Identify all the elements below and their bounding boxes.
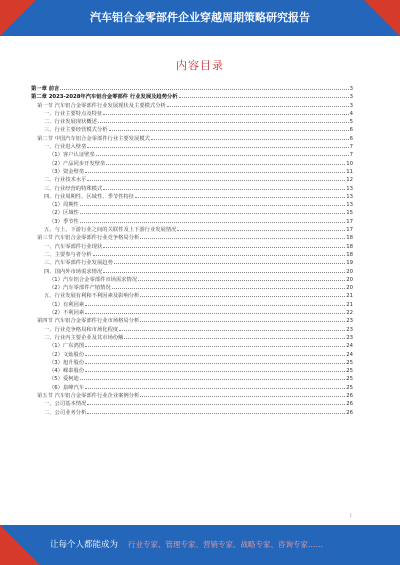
- toc-entry-page: 21: [346, 293, 353, 300]
- toc-dot-leader: [85, 308, 345, 314]
- toc-entry-page: 24: [346, 351, 353, 358]
- header-red-corner-left: [0, 0, 36, 36]
- toc-dot-leader: [80, 217, 345, 223]
- toc-entry-title: 二、公司业务分析: [44, 409, 87, 416]
- toc-entry[interactable]: [31, 142, 353, 150]
- toc-entry[interactable]: [31, 399, 353, 407]
- toc-entry[interactable]: [31, 341, 353, 349]
- toc-entry-title: 一、行业主要特点及特征: [44, 110, 103, 117]
- toc-entry[interactable]: [31, 408, 353, 416]
- toc-entry-title: 二、行业内主要企业及其市场份额: [44, 334, 124, 341]
- toc-entry-title: 一、行业进入壁垒: [44, 144, 87, 151]
- toc-entry[interactable]: [31, 233, 353, 241]
- toc-entry-title: 二、行业技术水平: [44, 177, 87, 184]
- page-number: 1: [349, 513, 352, 518]
- toc-entry[interactable]: [31, 150, 353, 158]
- toc-entry-page: 4: [349, 110, 353, 117]
- toc-entry[interactable]: [31, 366, 353, 374]
- toc-entry-title: （1）周期性: [49, 202, 79, 209]
- toc-entry-page: 13: [346, 193, 353, 200]
- toc-entry-page: 17: [346, 227, 353, 234]
- toc-entry-title: 五、与上、下游行业之间的关联性及上下游行业发展情况: [44, 227, 177, 234]
- toc-entry-title: 二、行业发展现状概述: [44, 119, 97, 126]
- toc-entry-page: 17: [346, 218, 353, 225]
- toc-entry-page: 20: [346, 276, 353, 283]
- toc-entry[interactable]: [31, 101, 353, 109]
- toc-entry[interactable]: [31, 125, 353, 133]
- toc-dot-leader: [80, 374, 345, 380]
- toc-entry-page: 22: [346, 310, 353, 317]
- toc-entry-page: 25: [346, 384, 353, 391]
- toc-entry-title: （3）资金壁垒: [49, 168, 85, 175]
- toc-entry[interactable]: [31, 291, 353, 299]
- toc-entry-page: 15: [346, 210, 353, 217]
- toc-entry-title: 第二节 中国汽车铝合金零部件行业主要发展模式: [37, 135, 150, 142]
- toc-entry[interactable]: [31, 308, 353, 316]
- toc-entry[interactable]: [31, 134, 353, 142]
- toc-entry[interactable]: [31, 84, 353, 92]
- report-title: 汽车铝合金零部件企业穿越周期策略研究报告: [90, 11, 310, 24]
- toc-dot-leader: [87, 408, 345, 414]
- toc-entry[interactable]: [31, 391, 353, 399]
- toc-entry[interactable]: [31, 109, 353, 117]
- toc-entry[interactable]: [31, 316, 353, 324]
- toc-dot-leader: [85, 167, 345, 173]
- toc-entry-title: 三、汽车零部件行业发展趋势: [44, 260, 113, 267]
- toc-dot-leader: [98, 117, 349, 123]
- toc-entry-title: （6）泉峰汽车: [49, 384, 85, 391]
- page-header: [0, 0, 400, 36]
- toc-entry-title: （2）不利因素: [49, 310, 85, 317]
- toc-dot-leader: [151, 134, 349, 140]
- toc-entry-title: 四、国内外市场需求情况: [44, 268, 103, 275]
- toc-dot-leader: [138, 275, 345, 281]
- toc-entry-title: （3）旭升股份: [49, 359, 85, 366]
- toc-dot-leader: [85, 366, 345, 372]
- toc-entry-page: 20: [346, 268, 353, 275]
- toc-entry[interactable]: [31, 283, 353, 291]
- toc-entry[interactable]: [31, 350, 353, 358]
- toc-entry-title: （1）有利因素: [49, 301, 85, 308]
- toc-entry[interactable]: [31, 300, 353, 308]
- toc-entry-page: 23: [346, 326, 353, 333]
- toc-entry-title: 一、行业竞争格局和市场化程度: [44, 326, 119, 333]
- toc-entry[interactable]: [31, 167, 353, 175]
- toc-dot-leader: [85, 350, 345, 356]
- toc-entry-title: 二、主要参与者分析: [44, 251, 92, 258]
- toc-entry-title: 一、公司基本情况: [44, 401, 87, 408]
- toc-entry-page: 7: [349, 144, 353, 151]
- toc-entry-page: 25: [346, 359, 353, 366]
- toc-dot-leader: [60, 84, 348, 90]
- toc-entry[interactable]: [31, 192, 353, 200]
- toc-entry[interactable]: [31, 208, 353, 216]
- toc-entry-title: 一、汽车零部件行业现状: [44, 243, 103, 250]
- toc-entry-title: （4）嵘泰股份: [49, 368, 85, 375]
- toc-entry-page: 25: [346, 368, 353, 375]
- toc-dot-leader: [179, 92, 349, 98]
- toc-entry-page: 12: [346, 177, 353, 184]
- toc-entry[interactable]: [31, 333, 353, 341]
- toc-dot-leader: [103, 109, 348, 115]
- toc-dot-leader: [167, 101, 349, 107]
- toc-entry-page: 13: [346, 202, 353, 209]
- toc-entry-page: 26: [346, 392, 353, 399]
- toc-entry-page: 6: [349, 127, 353, 134]
- toc-dot-leader: [85, 300, 345, 306]
- toc-entry-title: （1）客户认证壁垒: [49, 152, 95, 159]
- toc-entry[interactable]: [31, 217, 353, 225]
- toc-entry[interactable]: [31, 383, 353, 391]
- toc-entry-title: 五、行业发展有利和不利因素及影响分析: [44, 293, 140, 300]
- toc-entry-title: 第三节 汽车铝合金零部件行业竞争格局分析: [37, 235, 140, 242]
- toc-entry[interactable]: [31, 358, 353, 366]
- toc-dot-leader: [85, 341, 345, 347]
- toc-entry-title: （1）广东鸿图: [49, 343, 85, 350]
- toc-dot-leader: [177, 225, 345, 231]
- toc-entry-title: （5）爱柯迪: [49, 376, 79, 383]
- toc-dot-leader: [85, 383, 345, 389]
- toc-dot-leader: [80, 208, 345, 214]
- toc-entry[interactable]: [31, 374, 353, 382]
- toc-entry-title: （2）文灿股份: [49, 351, 85, 358]
- toc-entry-page: 18: [346, 235, 353, 242]
- toc-entry-page: 6: [349, 135, 353, 142]
- toc-entry-page: 18: [346, 243, 353, 250]
- toc-entry-page: 13: [346, 185, 353, 192]
- toc-entry-title: 四、行业周期性、区域性、季节性特征: [44, 193, 135, 200]
- toc-entry-page: 3: [349, 94, 353, 101]
- toc-entry-title: （3）季节性: [49, 218, 79, 225]
- toc-entry[interactable]: [31, 159, 353, 167]
- toc-entry-page: 19: [346, 260, 353, 267]
- toc-dot-leader: [135, 192, 345, 198]
- toc-dot-leader: [114, 258, 345, 264]
- toc-entry-title: 第一节 汽车铝合金零部件行业发展现状及主要模式分析: [37, 102, 166, 109]
- toc-entry[interactable]: [31, 250, 353, 258]
- toc-dot-leader: [140, 291, 345, 297]
- toc-entry-page: 3: [349, 102, 353, 109]
- toc-dot-leader: [103, 242, 345, 248]
- toc-dot-leader: [109, 125, 349, 131]
- toc-entry[interactable]: [31, 200, 353, 208]
- toc-entry-page: 26: [346, 401, 353, 408]
- toc-entry-title: （1）汽车铝合金零部件市场需求情况: [49, 276, 138, 283]
- toc-entry-title: 第二章 2023-2028年汽车铝合金零部件 行业发展及趋势分析: [31, 94, 178, 101]
- toc-dot-leader: [140, 391, 345, 397]
- toc-entry[interactable]: [31, 92, 353, 100]
- toc-entry-page: 26: [346, 409, 353, 416]
- toc-dot-leader: [96, 150, 349, 156]
- toc-dot-leader: [80, 200, 345, 206]
- toc-dot-leader: [119, 325, 345, 331]
- toc-dot-leader: [140, 233, 345, 239]
- toc-entry-title: 三、行业主要经营模式分析: [44, 127, 108, 134]
- toc-dot-leader: [124, 333, 345, 339]
- toc-entry[interactable]: [31, 242, 353, 250]
- toc-entry[interactable]: [31, 325, 353, 333]
- toc-dot-leader: [85, 358, 345, 364]
- toc-dot-leader: [112, 283, 346, 289]
- footer-slogan: 让每个人都能成为: [50, 540, 119, 550]
- toc-dot-leader: [87, 399, 345, 405]
- toc-entry[interactable]: [31, 117, 353, 125]
- toc-entry-title: 第四节 汽车铝合金零部件行业市场格局分析: [37, 318, 140, 325]
- toc-entry-title: （2）区域性: [49, 210, 79, 217]
- toc-entry-title: 第五节 汽车铝合金零部件行业企业案例分析: [37, 392, 140, 399]
- toc-dot-leader: [103, 184, 345, 190]
- toc-entry-page: 18: [346, 251, 353, 258]
- toc-entry[interactable]: [31, 225, 353, 233]
- toc-entry-title: （2）产品同步开发壁垒: [49, 160, 106, 167]
- toc-dot-leader: [93, 250, 346, 256]
- toc-entry[interactable]: [31, 258, 353, 266]
- toc-entry-page: 23: [346, 334, 353, 341]
- toc-entry-page: 25: [346, 376, 353, 383]
- toc-entry[interactable]: [31, 184, 353, 192]
- toc-entry-title: 第一章 前言: [31, 86, 60, 92]
- page-footer: [0, 525, 400, 565]
- toc-entry-page: 24: [346, 343, 353, 350]
- toc-dot-leader: [106, 159, 345, 165]
- toc-entry-page: 5: [349, 119, 353, 126]
- toc-entry[interactable]: [31, 267, 353, 275]
- toc-entry-page: 11: [346, 168, 353, 175]
- toc-dot-leader: [87, 175, 345, 181]
- table-of-contents: [31, 84, 353, 416]
- toc-entry[interactable]: [31, 275, 353, 283]
- toc-entry[interactable]: [31, 175, 353, 183]
- toc-entry-page: 3: [349, 86, 353, 92]
- toc-dot-leader: [87, 142, 348, 148]
- footer-red-corner: [0, 525, 40, 565]
- header-red-corner-right: [364, 0, 400, 36]
- toc-heading: 内容目录: [176, 59, 224, 72]
- toc-entry-title: 三、行业经营的特殊模式: [44, 185, 103, 192]
- footer-description: 行业专家、管理专家、营销专家、战略专家、咨询专家……: [128, 540, 323, 549]
- toc-entry-page: 7: [349, 152, 353, 159]
- toc-entry-page: 21: [346, 301, 353, 308]
- toc-entry-page: 10: [346, 160, 353, 167]
- toc-entry-page: 20: [346, 285, 353, 292]
- toc-dot-leader: [103, 267, 345, 273]
- toc-entry-page: 23: [346, 318, 353, 325]
- toc-entry-title: （2）汽车零部件产销情况: [49, 285, 111, 292]
- toc-dot-leader: [140, 316, 345, 322]
